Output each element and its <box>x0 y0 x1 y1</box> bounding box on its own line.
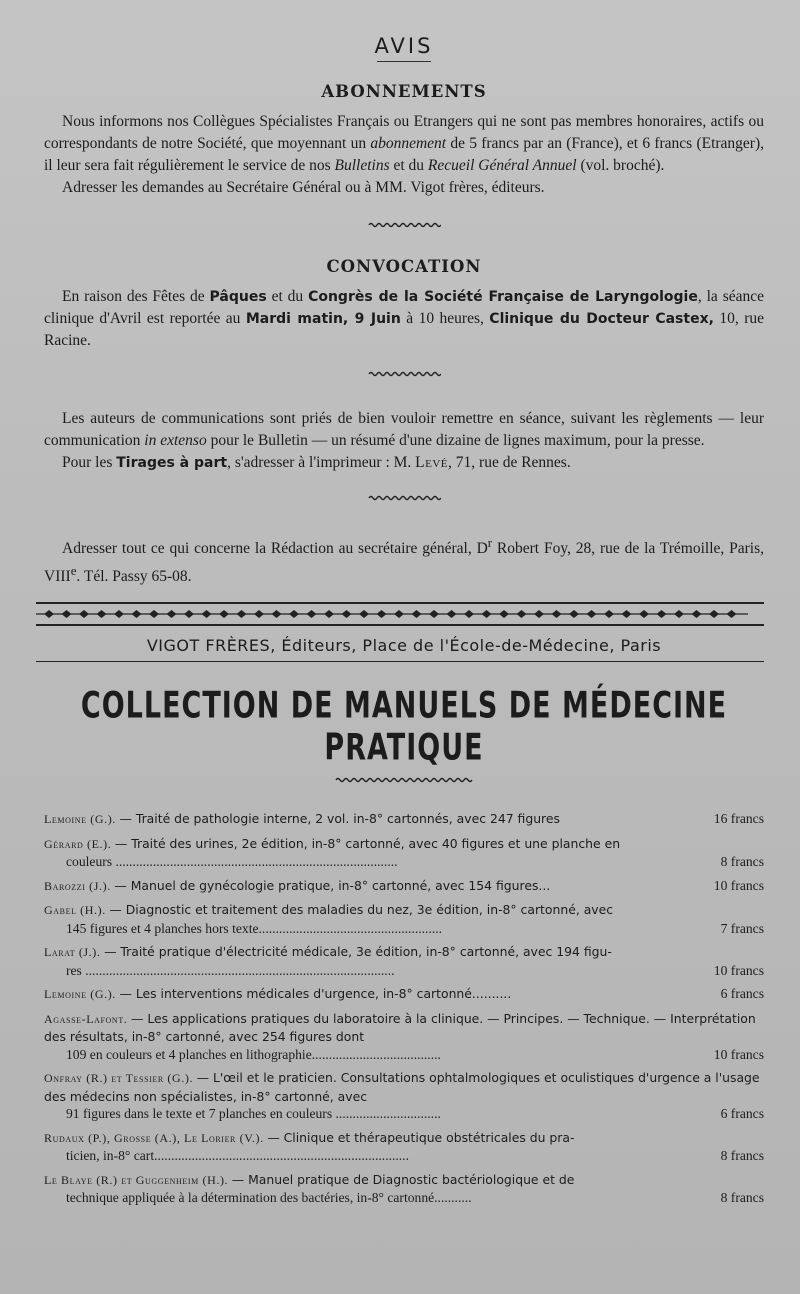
ornament-diamond <box>132 610 142 618</box>
abonnements-paragraph: Nous informons nos Collègues Spécialistes Français ou Etrangers qui ne sont pas membres honoraires, actifs ou correspondants de notre Société, que moyennant un abonnement de 5 francs par an (France), et 6 francs (Etranger), il leur sera fait régulièrement le service de nos Bulletins et du Recueil Général Annuel (vol. broché). <box>44 113 765 174</box>
squiggle-divider <box>367 370 441 378</box>
ornament-diamond <box>167 610 177 618</box>
ornament-diamond <box>272 610 282 618</box>
redaction-paragraph: Adresser tout ce qui concerne la Rédaction au secrétaire général, $D^r$ Robert Foy, 28, rue de la Trémoille, Paris, VIIIe. Tél. Passy 65-08. <box>44 535 764 586</box>
catalogue-entry <box>44 877 764 896</box>
ornament-diamond <box>44 610 54 618</box>
avis-underline <box>377 61 431 62</box>
catalogue-entry <box>44 1171 764 1207</box>
publisher-rule <box>36 661 764 662</box>
entry-price: 10 francs <box>713 1046 764 1062</box>
diamond-ornament-band <box>36 604 748 624</box>
ornament-diamond <box>587 610 597 618</box>
entry-author: Gabel (H.). <box>44 903 110 918</box>
ornament-diamond <box>534 610 544 618</box>
abonnements-heading: ABONNEMENTS <box>321 82 487 101</box>
ornament-diamond <box>184 610 194 618</box>
entry-author: Larat (J.). <box>44 945 105 960</box>
catalogue-entry <box>44 901 764 937</box>
ornament-diamond <box>307 610 317 618</box>
collection-heading: COLLECTION DE MANUELS DE MÉDECINE PRATIQUE <box>80 685 728 770</box>
convocation-paragraph: En raison des Fêtes de Pâques et du Congrès de la Société Française de Laryngologie, la séance clinique d'Avril est reportée au Mardi matin, 9 Juin à 10 heures, Clinique du Docteur Castex, 10, rue Racine. <box>44 288 764 349</box>
entry-continuation: technique appliquée à la détermination des bactéries, in-8° cartonné........... <box>66 1190 472 1206</box>
ornament-diamond <box>412 610 422 618</box>
entry-price: 10 francs <box>713 877 764 893</box>
entry-author: Agasse-Lafont. <box>44 1011 131 1026</box>
catalogue-entry <box>44 835 764 871</box>
entry-author: Barozzi (J.). <box>44 878 115 893</box>
abonnements-address: Adresser les demandes au Secrétaire Général ou à MM. Vigot frères, éditeurs. <box>62 179 545 196</box>
entry-continuation: ticien, in-8° cart........................................................................... <box>66 1148 409 1164</box>
entry-author: Rudaux (P.), Grosse (A.), Le Lorier (V.). <box>44 1130 268 1145</box>
entry-price: 8 francs <box>720 854 764 870</box>
entry-price: 16 francs <box>713 811 764 827</box>
entry-continuation: 91 figures dans le texte et 7 planches en couleurs ............................... <box>66 1106 441 1122</box>
ornament-diamond <box>622 610 632 618</box>
entry-title: — Traité de pathologie interne, 2 vol. in-8° cartonnés, avec 247 figures <box>119 811 560 827</box>
catalogue-entry <box>44 810 764 829</box>
ornament-diamond <box>202 610 212 618</box>
catalogue-entry <box>44 1129 764 1165</box>
ornament-diamond <box>237 610 247 618</box>
auteurs-paragraph: Les auteurs de communications sont priés de bien vouloir remettre en séance, suivant les règlements — leur communication in extenso pour le Bulletin — un résumé d'une dizaine de lignes maximum, pour la presse. <box>44 410 764 449</box>
ornament-diamond <box>114 610 124 618</box>
entry-title: — Les applications pratiques du laboratoire à la clinique. — Principes. — Technique. — Interprétation des résultats, in-8° cartonné, avec 254 figures dont <box>44 1010 756 1045</box>
squiggle-divider <box>334 776 474 784</box>
ornament-diamond <box>674 610 684 618</box>
catalogue-entry <box>44 1069 764 1123</box>
ornament-diamond <box>569 610 579 618</box>
catalogue-entry <box>44 1010 764 1064</box>
entry-continuation: 145 figures et 4 planches hors texte...................................................... <box>66 920 443 936</box>
entry-title: — Les interventions médicales d'urgence, in-8° cartonné.......... <box>119 986 512 1002</box>
entry-author: Gérard (E.). <box>44 836 115 851</box>
catalogue-entry <box>44 985 764 1004</box>
ornament-diamond <box>482 610 492 618</box>
ornament-diamond <box>727 610 737 618</box>
entry-title: — Traité des urines, 2e édition, in-8° cartonné, avec 40 figures et une planche en <box>114 835 621 851</box>
entry-title: — Traité pratique d'électricité médicale, 3e édition, in-8° cartonné, avec 194 figu- <box>104 944 612 960</box>
entry-price: 7 francs <box>720 920 764 936</box>
ornament-diamond <box>342 610 352 618</box>
entry-author: Onfray (R.) et Tessier (G.). <box>44 1071 197 1086</box>
convocation-heading: CONVOCATION <box>326 257 482 276</box>
ornament-diamond <box>254 610 264 618</box>
ornament-diamond <box>499 610 509 618</box>
ornament-diamond <box>377 610 387 618</box>
ornament-diamond <box>657 610 667 618</box>
ornament-diamond <box>552 610 562 618</box>
entry-title: — Diagnostic et traitement des maladies du nez, 3e édition, in-8° cartonné, avec <box>109 902 614 918</box>
avis-heading: AVIS <box>374 34 434 58</box>
entry-price: 6 francs <box>720 986 764 1002</box>
ornament-diamond <box>219 610 229 618</box>
entry-title: — Clinique et thérapeutique obstétricales du pra- <box>267 1129 575 1145</box>
ornament-diamond <box>639 610 649 618</box>
entry-price: 8 francs <box>720 1148 764 1164</box>
entry-title: — Manuel pratique de Diagnostic bactériologique et de <box>231 1171 575 1187</box>
ornament-diamond <box>429 610 439 618</box>
entry-author: Le Blaye (R.) et Guggenheim (H.). <box>44 1172 232 1187</box>
ornament-diamond <box>447 610 457 618</box>
ornament-diamond <box>604 610 614 618</box>
publisher-line: VIGOT FRÈRES, Éditeurs, Place de l'École-de-Médecine, Paris <box>146 636 662 656</box>
entry-continuation: res ........................................................................................... <box>66 962 395 978</box>
entry-price: 6 francs <box>720 1106 764 1122</box>
catalogue-list <box>44 810 764 1207</box>
ornament-diamond <box>692 610 702 618</box>
ornament-diamond <box>324 610 334 618</box>
ornament-diamond <box>709 610 719 618</box>
ornament-diamond <box>517 610 527 618</box>
ornament-diamond <box>79 610 89 618</box>
squiggle-divider <box>367 221 441 229</box>
entry-price: 8 francs <box>720 1190 764 1206</box>
tirages-paragraph: Pour les Tirages à part, s'adresser à l'imprimeur : M. Levé, 71, rue de Rennes. <box>62 454 571 471</box>
entry-author: Lemoine (G.). <box>44 987 120 1002</box>
ornament-diamond <box>62 610 72 618</box>
entry-continuation: 109 en couleurs et 4 planches en lithographie...................................... <box>66 1046 441 1062</box>
ornament-diamond <box>97 610 107 618</box>
ornament-diamond <box>464 610 474 618</box>
catalogue-entry <box>44 943 764 979</box>
ornament-diamond <box>359 610 369 618</box>
ornament-diamond <box>394 610 404 618</box>
entry-continuation: couleurs ................................................................................... <box>66 854 398 870</box>
entry-price: 10 francs <box>713 962 764 978</box>
entry-author: Lemoine (G.). <box>44 812 120 827</box>
ornament-diamond <box>149 610 159 618</box>
entry-title: — L'œil et le praticien. Consultations ophtalmologiques et oculistiques d'urgence a l'usage des médecins non spécialistes, in-8° cartonné, avec <box>44 1070 760 1104</box>
ornament-diamond <box>289 610 299 618</box>
entry-title: — Manuel de gynécologie pratique, in-8° cartonné, avec 154 figures... <box>114 877 551 893</box>
squiggle-divider <box>367 494 441 502</box>
